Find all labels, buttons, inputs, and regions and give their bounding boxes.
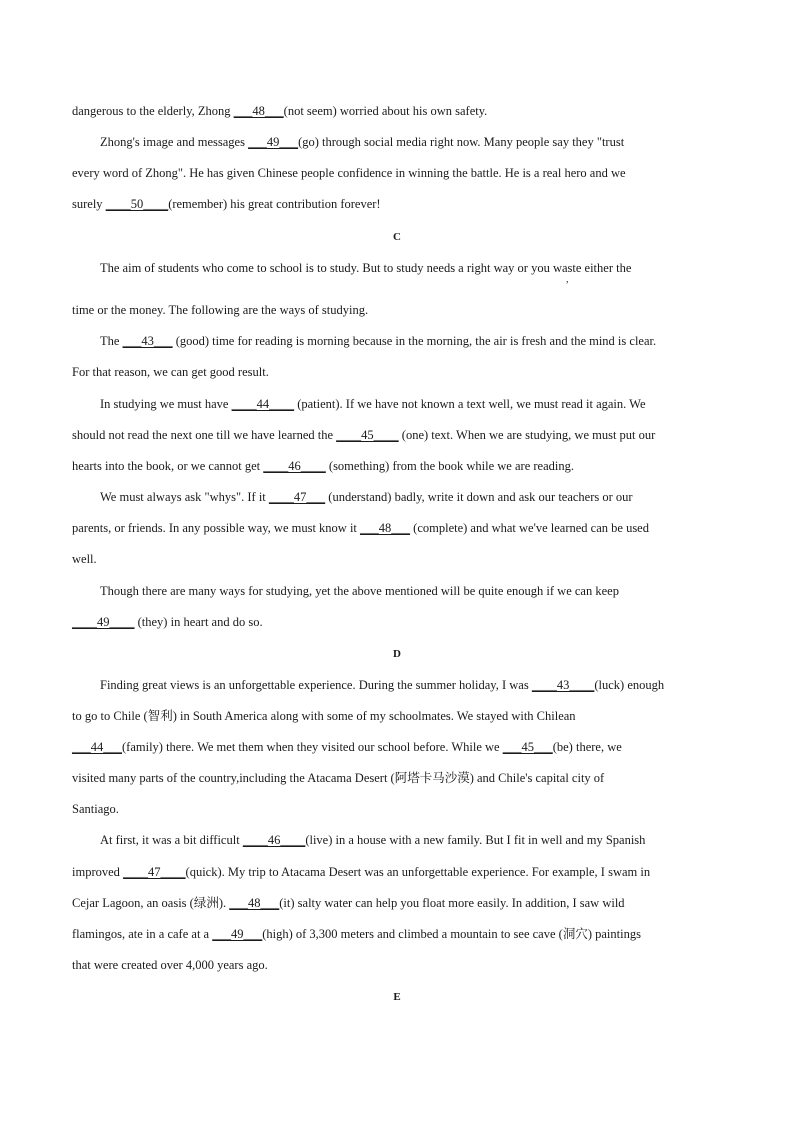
text-line: We must always ask "whys". If it ____47___ (understand) badly, write it down and ask our teachers or our (100, 490, 633, 504)
text-line: hearts into the book, or we cannot get ____46____ (something) from the book while we are reading. (72, 459, 574, 473)
text-line: The ___43___ (good) time for reading is morning because in the morning, the air is fresh and the mind is clear. (100, 334, 657, 348)
answer-blank: ____44____ (231, 397, 295, 411)
text-line: ____49____ (they) in heart and do so. (72, 615, 263, 629)
text-line: every word of Zhong". He has given Chinese people confidence in winning the battle. He is a real hero and we (72, 166, 626, 180)
answer-blank: ___48___ (360, 521, 411, 535)
text-line: At first, it was a bit difficult ____46____(live) in a house with a new family. But I fit in well and my Spanish (100, 833, 646, 847)
text-line: For that reason, we can get good result. (72, 365, 269, 379)
text-line: improved ____47____(quick). My trip to Atacama Desert was an unforgettable experience. For example, I swam in (72, 865, 651, 879)
text-line: to go to Chile (智利) in South America along with some of my schoolmates. We stayed with Chilean (72, 709, 576, 723)
answer-blank: ___43___ (122, 334, 173, 348)
answer-blank: ___45___ (502, 740, 553, 754)
answer-blank: ___48___ (229, 896, 280, 910)
answer-blank: ____46____ (242, 833, 306, 847)
text-line: Zhong's image and messages ___49___(go) through social media right now. Many people say they "trust (100, 135, 625, 149)
text-line: Finding great views is an unforgettable experience. During the summer holiday, I was ____43____(luck) enough (100, 678, 665, 692)
text-line: Santiago. (72, 802, 119, 816)
answer-blank: ____45____ (336, 428, 399, 442)
text-line: flamingos, ate in a cafe at a ___49___(high) of 3,300 meters and climbed a mountain to see cave (洞穴) paintings (72, 927, 641, 941)
text-line: time or the money. The following are the ways of studying. (72, 303, 369, 317)
answer-blank: ___44___ (72, 740, 122, 754)
section-heading-e: E (393, 991, 401, 1003)
text-line: The aim of students who come to school is to study. But to study needs a right way or you waste either the (100, 261, 632, 275)
comma-mark: , (566, 274, 569, 285)
answer-blank: ___49___ (212, 927, 263, 941)
text-line: ___44___(family) there. We met them when they visited our school before. While we ___45___(be) there, we (72, 740, 622, 754)
answer-blank: ___49___ (248, 135, 299, 149)
text-line: should not read the next one till we have learned the ____45____ (one) text. When we are studying, we must put our (72, 428, 656, 442)
text-line: well. (72, 552, 97, 566)
text-line: Though there are many ways for studying, yet the above mentioned will be quite enough if we can keep (100, 584, 619, 598)
section-heading-c: C (393, 231, 401, 243)
text-line: Cejar Lagoon, an oasis (绿洲). ___48___(it) salty water can help you float more easily. In addition, I saw wild (72, 896, 625, 910)
answer-blank: ____47___ (268, 490, 326, 504)
answer-blank: ____47____ (123, 865, 186, 879)
text-line: parents, or friends. In any possible way, we must know it ___48___ (complete) and what we've learned can be used (72, 521, 649, 535)
text-line: dangerous to the elderly, Zhong ___48___(not seem) worried about his own safety. (72, 104, 488, 118)
text-line: visited many parts of the country,including the Atacama Desert (阿塔卡马沙漠) and Chile's capital city of (72, 771, 605, 785)
answer-blank: ____50____ (105, 197, 169, 211)
answer-blank: ____49____ (72, 615, 135, 629)
text-line: surely ____50____(remember) his great contribution forever! (72, 197, 381, 211)
answer-blank: ____46____ (263, 459, 326, 473)
text-line: that were created over 4,000 years ago. (72, 958, 268, 972)
section-heading-d: D (393, 648, 401, 660)
answer-blank: ___48___ (233, 104, 284, 118)
text-line: In studying we must have ____44____ (patient). If we have not known a text well, we must read it again. We (100, 397, 646, 411)
answer-blank: ____43____ (531, 678, 595, 692)
